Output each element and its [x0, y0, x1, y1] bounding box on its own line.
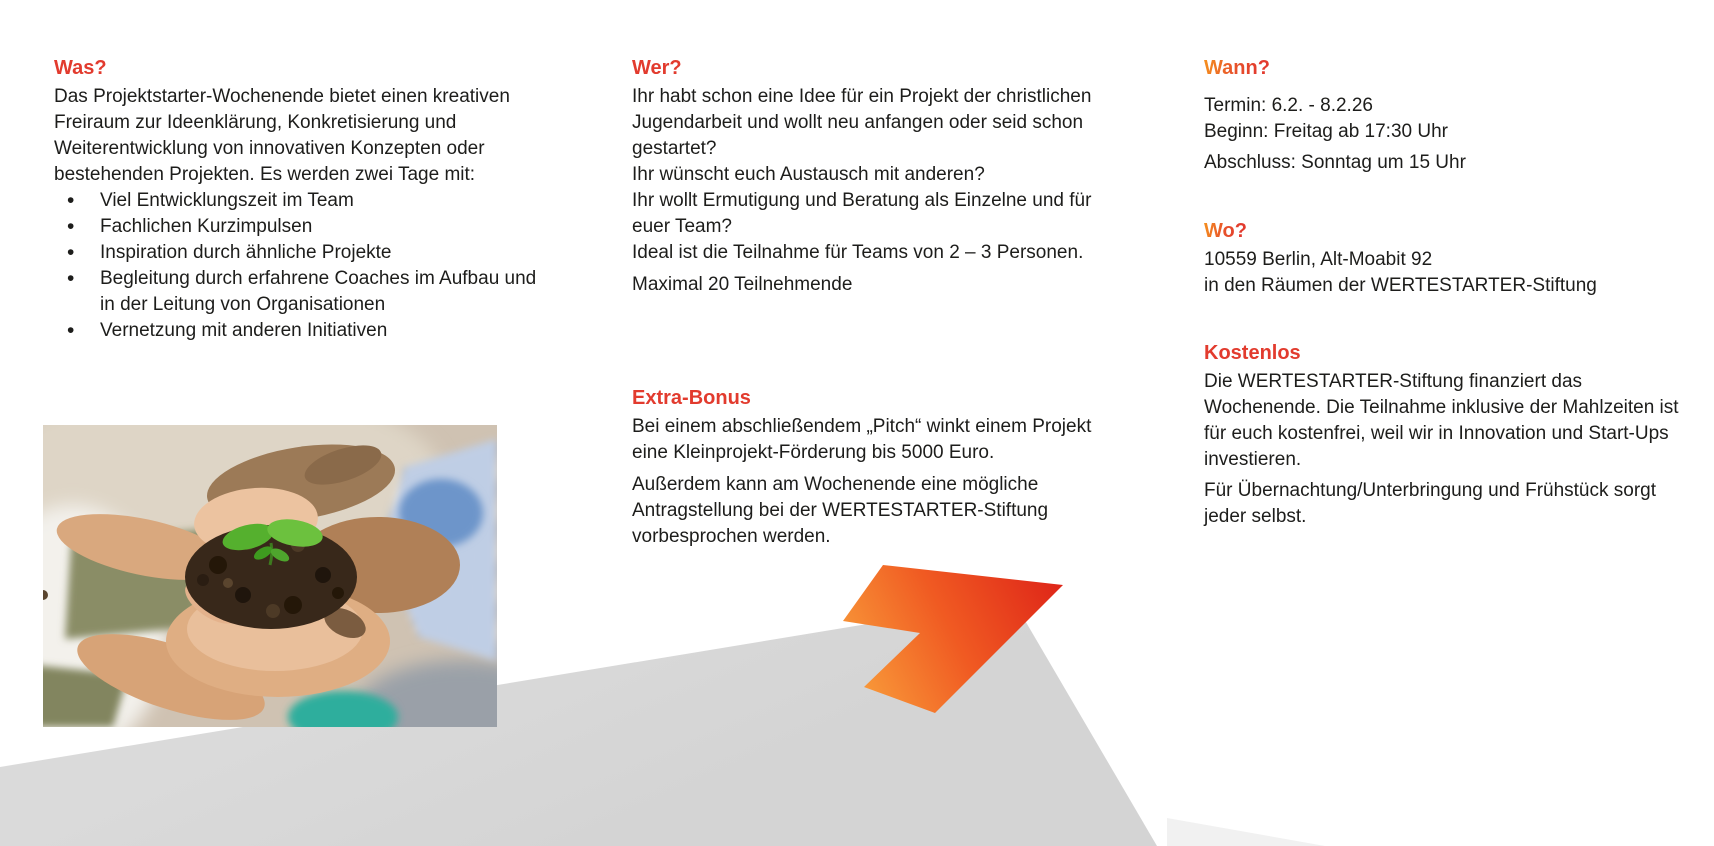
section-heading-wann: Wann? — [1204, 57, 1270, 79]
bullet-item: • Fachlichen Kurzimpulsen — [54, 214, 546, 240]
gray-shadow-wedge — [1167, 818, 1325, 846]
bullet-item: • Inspiration durch ähnliche Projekte — [54, 240, 546, 266]
wer-paragraph: Maximal 20 Teilnehmende — [632, 274, 853, 295]
section-heading-was: Was? — [54, 57, 107, 79]
wer-paragraph: Ihr wollt Ermutigung und Beratung als Einzelne und für euer Team? — [632, 190, 1092, 237]
section-heading-wer: Wer? — [632, 57, 682, 79]
section-heading-wo: Wo? — [1204, 220, 1247, 242]
bullet-item: • Vernetzung mit anderen Initiativen — [54, 318, 546, 344]
wo-line: 10559 Berlin, Alt-Moabit 92 — [1204, 249, 1433, 270]
event-photo-hands-seedling — [43, 425, 497, 727]
bullet-item: • Begleitung durch erfahrene Coaches im Aufbau und in der Leitung von Organisationen — [54, 266, 546, 318]
wann-line: Beginn: Freitag ab 17:30 Uhr — [1204, 121, 1448, 142]
column-wann-wo-kostenlos — [1204, 55, 1686, 795]
was-bullet-list — [54, 188, 546, 344]
kostenlos-paragraph: Die WERTESTARTER-Stiftung finanziert das Wochenende. Die Teilnahme inklusive der Mahlzeiten ist für euch kostenfrei, weil wir in Innovation und Start-Ups investieren. — [1204, 371, 1679, 470]
wann-line: Abschluss: Sonntag um 15 Uhr — [1204, 152, 1466, 173]
was-intro-text: Das Projektstarter-Wochenende bietet einen kreativen Freiraum zur Ideenklärung, Konkretisierung und Weiterentwicklung von innovativen Konzepten oder bestehenden Projekten. Es werden zwei Tage mit: — [54, 86, 510, 185]
wer-paragraph: Ihr habt schon eine Idee für ein Projekt der christlichen Jugendarbeit und wollt neu anfangen oder seid schon gestartet? — [632, 86, 1092, 159]
wer-paragraph: Ideal ist die Teilnahme für Teams von 2 – 3 Personen. — [632, 242, 1084, 263]
section-heading-extra-bonus: Extra-Bonus — [632, 387, 751, 409]
wer-paragraph: Ihr wünscht euch Austausch mit anderen? — [632, 164, 985, 185]
extra-bonus-paragraph: Bei einem abschließendem „Pitch“ winkt einem Projekt eine Kleinprojekt-Förderung bis 5000 Euro. — [632, 416, 1092, 463]
wo-line: in den Räumen der WERTESTARTER-Stiftung — [1204, 275, 1597, 296]
wann-line: Termin: 6.2. - 8.2.26 — [1204, 95, 1373, 116]
bullet-item: • Viel Entwicklungszeit im Team — [54, 188, 546, 214]
section-heading-kostenlos: Kostenlos — [1204, 342, 1301, 364]
extra-bonus-paragraph: Außerdem kann am Wochenende eine mögliche Antragstellung bei der WERTESTARTER-Stiftung vorbesprochen werden. — [632, 474, 1049, 547]
kostenlos-paragraph: Für Übernachtung/Unterbringung und Frühstück sorgt jeder selbst. — [1204, 480, 1657, 527]
column-wer — [632, 55, 1098, 795]
